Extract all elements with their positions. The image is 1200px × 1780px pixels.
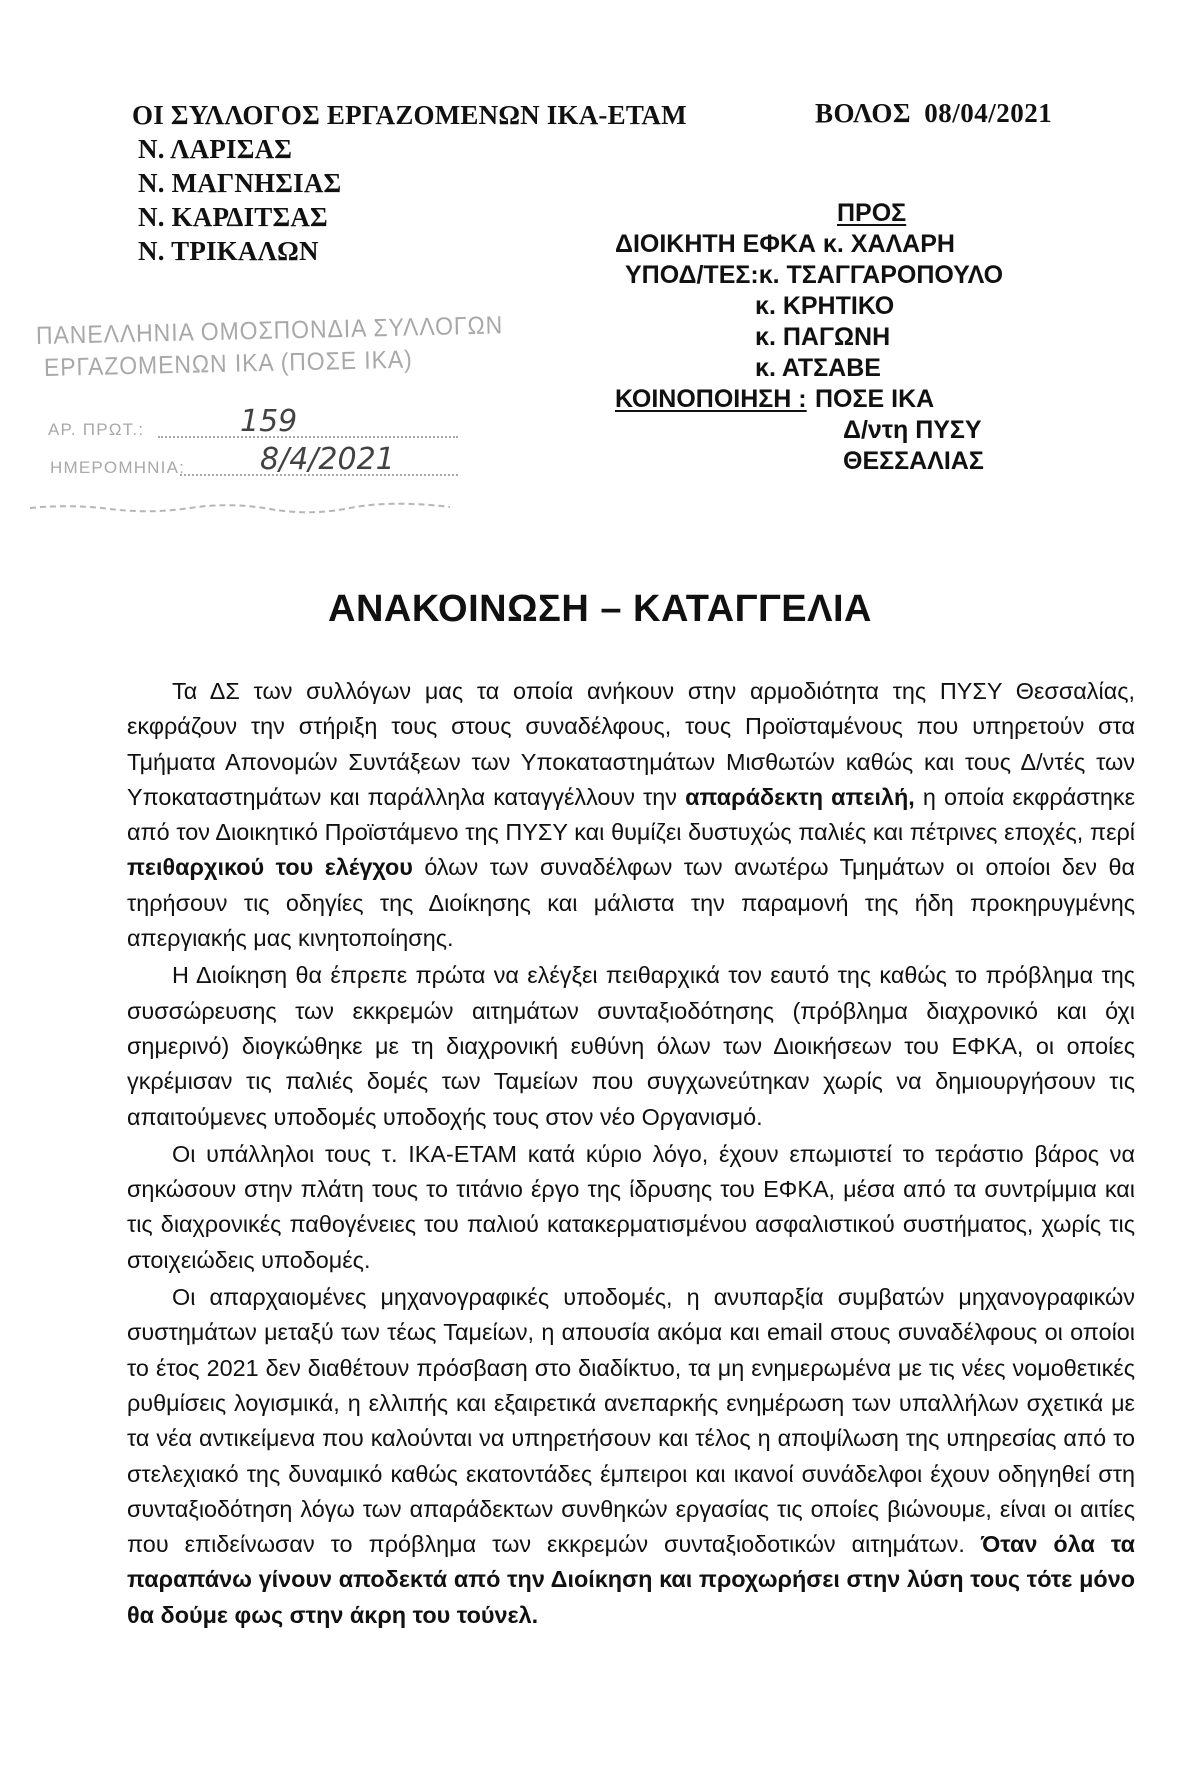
- stamp-protocol-dots: [158, 436, 458, 438]
- paragraph-3: Οι υπάλληλοι τους τ. ΙΚΑ-ΕΤΑΜ κατά κύριο λόγο, έχουν επωμιστεί το τεράστιο βάρος να σηκώσουν στην πλάτη τους το τιτάνιο έργο της ίδρυσης του ΕΦΚΑ, μέσα από τα συντρίμμια και τις διαχρονικές παθογένειες του παλιού κατακερματισμένου ασφαλιστικού συστήματος, χωρίς τις στοιχειώδεις υποδομές.: [127, 1140, 1135, 1273]
- cc-label: ΚΟΙΝΟΠΟΙΗΣΗ :: [615, 385, 807, 413]
- recipient-deputies: ΥΠΟΔ/ΤΕΣ:κ. ΤΣΑΓΓΑΡΟΠΟΥΛΟ: [625, 261, 1004, 289]
- sender-region-magnisia: Ν. ΜΑΓΝΗΣΙΑΣ: [138, 168, 342, 198]
- paragraph-1: [127, 674, 1135, 956]
- paragraph-4-text: Οι απαρχαιομένες μηχανογραφικές υποδομές, η ανυπαρξία συμβατών μηχανογραφικών συστημάτων μεταξύ των τέως Ταμείων, η απουσία ακόμα και email στους συναδέλφους οι οποίοι το έτος 2021 δεν διαθέτουν πρόσβαση στο διαδίκτυο, τα μη ενημερωμένα με τις νέες νομοθετικές ρυθμίσεις λογισμικά, η ελλιπής και εξαιρετικά ανεπαρκής ενημέρωση των υπαλλήλων σχετικά με τα νέα αντικείμενα που καλούνται να υπηρετήσουν και τέλος η αποψίλωση της υπηρεσίας από το στελεχιακό της δυναμικό καθώς εκατοντάδες έμπειροι και ικανοί συνάδελφοι έχουν οδηγηθεί στη συνταξιοδότηση λόγω των απαράδεκτων συνθηκών εργασίας τις οποίες βιώνουμε, είναι οι αιτίες που επιδείνωσαν το πρόβλημα των εκκρεμών συνταξιοδοτικών αιτημάτων.: [127, 1284, 1135, 1558]
- stamp-protocol-number: 159: [240, 404, 298, 439]
- sender-block: [132, 98, 687, 268]
- paragraph-1-text-c: η οποία εκφράστηκε από τον Διοικητικό Προϊστάμενο της ΠΥΣΥ και θυμίζει δυστυχώς παλιές και πέτρινες εποχές, περί: [127, 783, 1135, 846]
- sender-region-karditsa: Ν. ΚΑΡΔΙΤΣΑΣ: [138, 202, 328, 232]
- cc-director-pysy: Δ/ντη ΠΥΣΥ: [843, 416, 982, 444]
- paragraph-4-bold-conclusion: Όταν όλα τα παραπάνω γίνουν αποδεκτά από την Διοίκηση και προχωρήσει στην λύση τους τότε μόνο θα δούμε φως στην άκρη του τούνελ.: [127, 1531, 1135, 1628]
- place-date: ΒΟΛΟΣ 08/04/2021: [815, 98, 1053, 128]
- cc-pose-ika: ΠΟΣΕ ΙΚΑ: [815, 385, 935, 413]
- stamp-date-label: ΗΜΕΡΟΜΗΝΙΑ:: [50, 458, 186, 477]
- stamp-org-line1: ΠΑΝΕΛΛΗΝΙΑ ΟΜΟΣΠΟΝΔΙΑ ΣΥΛΛΟΓΩΝ: [35, 311, 504, 350]
- protocol-stamp: [30, 311, 504, 518]
- paragraph-2: Η Διοίκηση θα έπρεπε πρώτα να ελέγξει πειθαρχικά τον εαυτό της καθώς το πρόβλημα της συσσώρευσης των εκκρεμών αιτημάτων συνταξιοδότησης (πρόβλημα διαχρονικό και όχι σημερινό) διογκώθηκε με τη διαχρονική ευθύνη όλων των Διοικήσεων του ΕΦΚΑ, οι οποίες γκρέμισαν τις παλιές δομές των Ταμείων που συγχωνεύτηκαν χωρίς να δημιουργήσουν τις απαιτούμενες υποδομές υποδοχής τους στον νέο Οργανισμό.: [127, 962, 1135, 1130]
- paragraph-1-bold-threat: απαράδεκτη απειλή,: [685, 783, 915, 810]
- recipient-pagonis: κ. ΠΑΓΩΝΗ: [755, 323, 891, 351]
- document-body: [127, 674, 1135, 1633]
- cc-thessalias: ΘΕΣΣΑΛΙΑΣ: [843, 447, 984, 475]
- paragraph-1-bold-disciplinary: πειθαρχικού του ελέγχου: [127, 854, 413, 881]
- paragraph-4: [127, 1280, 1135, 1633]
- recipient-kritikos: κ. ΚΡΗΤΙΚΟ: [755, 292, 895, 320]
- sender-region-trikala: Ν. ΤΡΙΚΑΛΩΝ: [138, 236, 319, 266]
- sender-region-larisa: Ν. ΛΑΡΙΣΑΣ: [138, 134, 293, 164]
- recipient-director: ΔΙΟΙΚΗΤΗ ΕΦΚΑ κ. ΧΑΛΑΡΗ: [615, 230, 955, 258]
- paragraph-1-text-a: Τα ΔΣ των συλλόγων μας τα οποία ανήκουν στην αρμοδιότητα της ΠΥΣΥ Θεσσαλίας, εκφράζουν την στήριξη τους στους συναδέλφους, τους Προϊσταμένους που υπηρετούν στα Τμήματα Απονομών Συντάξεων των Υποκαταστημάτων Μισθωτών καθώς και τους Δ/ντές των Υποκαταστημάτων και παράλληλα καταγγέλλουν την: [127, 678, 1135, 810]
- document-title: ΑΝΑΚΟΙΝΩΣΗ – ΚΑΤΑΓΓΕΛΙΑ: [328, 588, 872, 630]
- stamp-org-line2: ΕΡΓΑΖΟΜΕΝΩΝ ΙΚΑ (ΠΟΣΕ ΙΚΑ): [43, 345, 413, 382]
- recipient-atsaves: κ. ΑΤΣΑΒΕ: [755, 354, 881, 382]
- stamp-date-handwritten: 8/4/2021: [260, 442, 395, 477]
- paragraph-1-text-e: όλων των συναδέλφων των ανωτέρω Τμημάτων οι οποίοι δεν θα τηρήσουν τις οδηγίες της Διοίκησης και μάλιστα την παραμονή της ήδη προκηρυγμένης απεργιακής μας κινητοποίησης.: [127, 854, 1135, 952]
- sender-name: ΟΙ ΣΥΛΛΟΓΟΣ ΕΡΓΑΖΟΜΕΝΩΝ ΙΚΑ-ΕΤΑΜ: [132, 100, 687, 130]
- stamp-scribble: [30, 500, 450, 514]
- stamp-protocol-label: ΑΡ. ΠΡΩΤ.:: [48, 420, 145, 439]
- recipients-heading: ΠΡΟΣ: [837, 199, 907, 227]
